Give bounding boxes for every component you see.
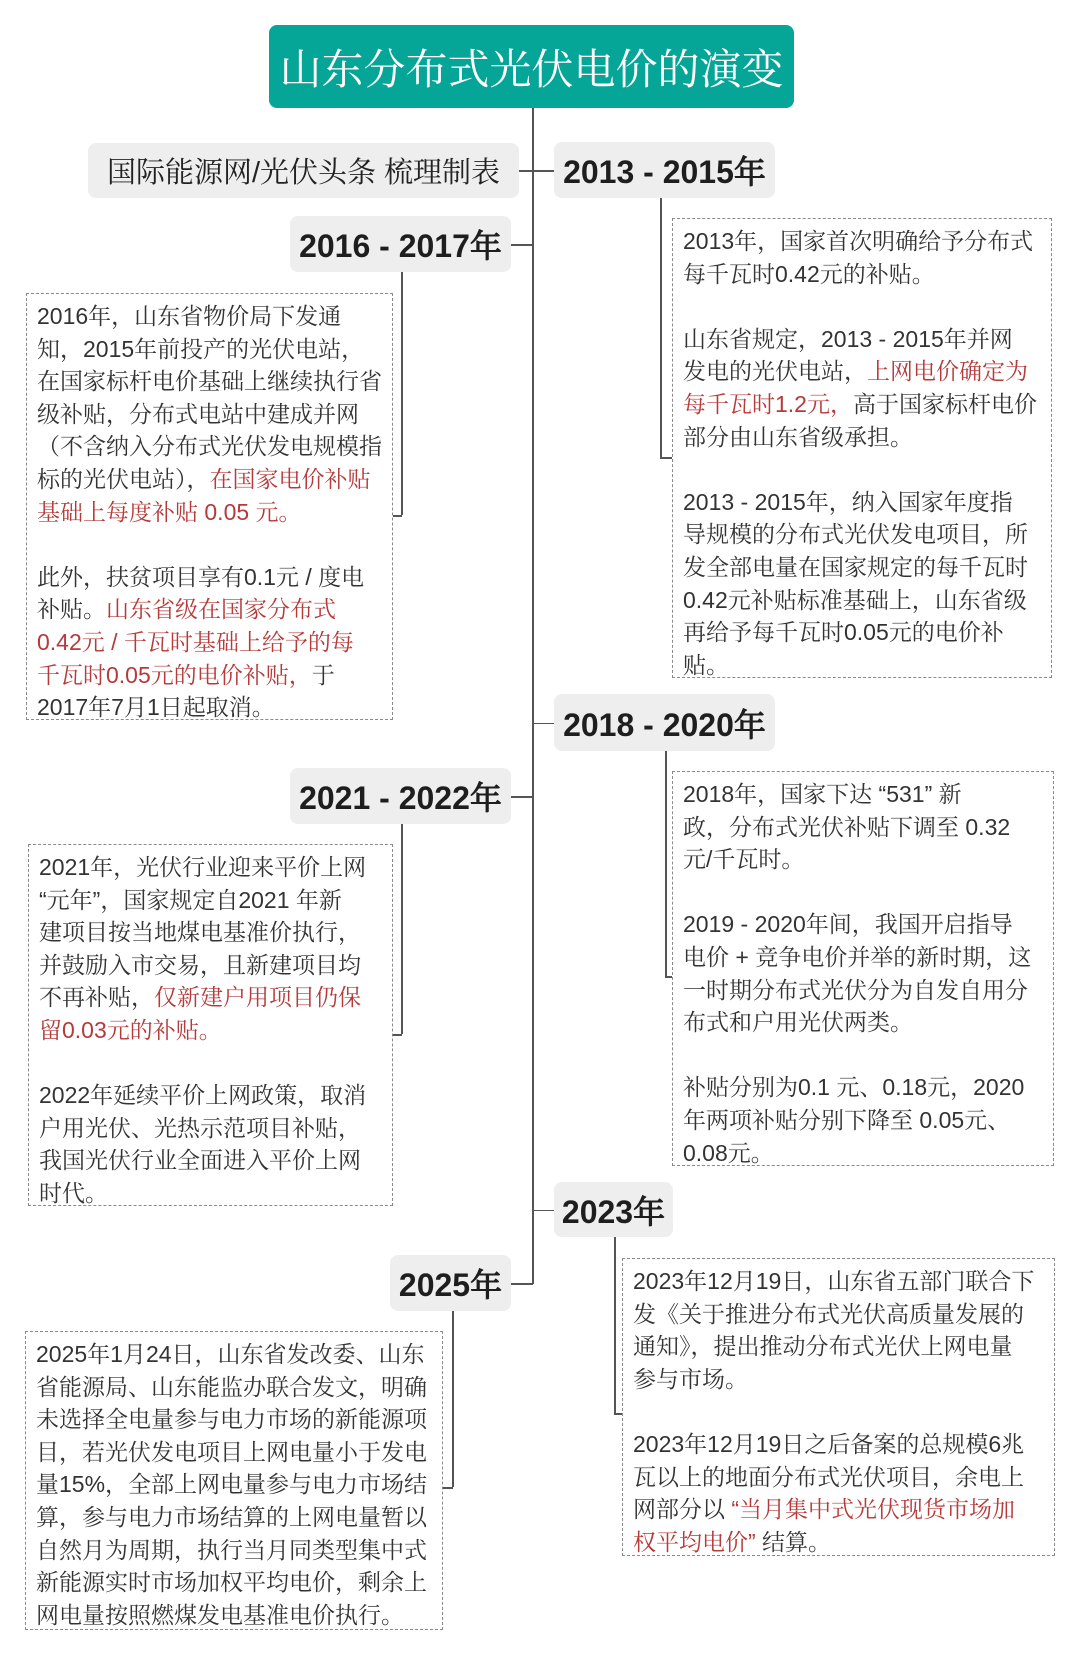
- text-line: [633, 1493, 1044, 1526]
- connector-line: [533, 1210, 554, 1212]
- text-line: [633, 1298, 1044, 1331]
- note-text: 时代。: [39, 1179, 108, 1206]
- bracket-line: [665, 976, 672, 978]
- text-line: [36, 1501, 432, 1534]
- bracket-line: [614, 1413, 622, 1415]
- text-line: [39, 1079, 382, 1112]
- text-line: [36, 1371, 432, 1404]
- note-text: 电价 + 竞争电价并举的新时期，这: [683, 943, 1032, 970]
- note-text: 算，参与电力市场结算的上网电量暂以: [36, 1503, 427, 1530]
- note-text: 元/千瓦时。: [683, 846, 805, 873]
- period-note-box: [28, 844, 393, 1206]
- text-line: [683, 843, 1043, 876]
- highlighted-text: 上网电价确定为: [867, 358, 1028, 385]
- note-text: 年两项补贴分别下降至 0.05元、: [683, 1106, 1011, 1133]
- note-text: 政，分布式光伏补贴下调至 0.32: [683, 813, 1011, 840]
- bracket-line: [614, 1237, 616, 1413]
- text-line: [683, 908, 1043, 941]
- text-line: [39, 1014, 382, 1047]
- highlighted-text: 千瓦时0.05元的电价补贴，: [37, 661, 312, 688]
- text-line: [36, 1436, 432, 1469]
- connector-line: [533, 170, 554, 172]
- text-line: [683, 225, 1041, 258]
- text-line: [39, 916, 382, 949]
- text-line: [633, 1461, 1044, 1494]
- note-text: 导规模的分布式光伏发电项目，所: [683, 521, 1028, 548]
- note-text: 此外，扶贫项目享有0.1元 / 度电: [37, 563, 365, 590]
- note-text: 参与市场。: [633, 1365, 748, 1392]
- text-line: [37, 398, 382, 431]
- note-text: 每千瓦时0.42元的补贴。: [683, 260, 935, 287]
- text-line: [633, 1330, 1044, 1363]
- note-text: （不含纳入分布式光伏发电规模指: [37, 433, 382, 460]
- highlighted-text: “当月集中式光伏现货市场加: [731, 1496, 1016, 1523]
- text-line: [633, 1526, 1044, 1559]
- period-label: 2023年: [554, 1182, 673, 1237]
- text-line: [683, 811, 1043, 844]
- period-label: 2016 - 2017年: [290, 216, 511, 272]
- note-text: 部分由山东省级承担。: [683, 423, 913, 450]
- text-line: [37, 333, 382, 366]
- note-text: 2023年12月19日之后备案的总规模6兆: [633, 1430, 1025, 1457]
- text-line: [683, 518, 1041, 551]
- paragraph-gap: [37, 528, 382, 561]
- note-text: 级补贴，分布式电站中建成并网: [37, 400, 359, 427]
- paragraph-gap: [683, 453, 1041, 486]
- note-text: 2013 - 2015年，纳入国家年度指: [683, 488, 1013, 515]
- bracket-line: [452, 1311, 454, 1487]
- period-note-box: [622, 1258, 1055, 1556]
- note-text: 未选择全电量参与电力市场的新能源项: [36, 1406, 427, 1433]
- text-line: [37, 463, 382, 496]
- paragraph-gap: [683, 290, 1041, 323]
- bracket-line: [401, 272, 403, 515]
- note-text: 一时期分布式光伏分为自发自用分: [683, 976, 1028, 1003]
- period-label: 2021 - 2022年: [290, 768, 511, 824]
- text-line: [633, 1363, 1044, 1396]
- note-text: 量15%，全部上网电量参与电力市场结: [36, 1471, 428, 1498]
- text-line: [683, 355, 1041, 388]
- note-text: 在国家标杆电价基础上继续执行省: [37, 368, 382, 395]
- bracket-line: [401, 824, 403, 1034]
- text-line: [37, 561, 382, 594]
- bracket-line: [393, 515, 402, 517]
- note-text: 补贴分别为0.1 元、0.18元，2020: [683, 1074, 1025, 1101]
- text-line: [683, 1006, 1043, 1039]
- note-text: 2016年，山东省物价局下发通: [37, 303, 342, 329]
- paragraph-gap: [39, 1047, 382, 1080]
- note-text: 结算。: [755, 1528, 832, 1555]
- text-line: [633, 1265, 1044, 1298]
- note-text: 2019 - 2020年间，我国开启指导: [683, 911, 1013, 938]
- note-text: 省能源局、山东能监办联合发文，明确: [36, 1373, 427, 1400]
- text-line: [683, 388, 1041, 421]
- note-text: “元年”，国家规定自2021 年新: [39, 886, 342, 913]
- text-line: [39, 1144, 382, 1177]
- text-line: [39, 949, 382, 982]
- text-line: [36, 1468, 432, 1501]
- text-line: [683, 1104, 1043, 1137]
- note-text: 发《关于推进分布式光伏高质量发展的: [633, 1300, 1024, 1327]
- connector-line: [511, 244, 533, 246]
- text-line: [37, 496, 382, 529]
- note-text: 2023年12月19日，山东省五部门联合下: [633, 1268, 1035, 1294]
- text-line: [39, 884, 382, 917]
- note-text: 山东省规定，2013 - 2015年并网: [683, 325, 1013, 352]
- connector-line: [511, 796, 533, 798]
- text-line: [683, 258, 1041, 291]
- note-text: 发电的光伏电站，: [683, 358, 867, 385]
- text-line: [683, 323, 1041, 356]
- note-text: 建项目按当地煤电基准价执行，: [39, 919, 361, 946]
- note-text: 2017年7月1日起取消。: [37, 694, 275, 721]
- note-text: 高于国家标杆电价: [852, 390, 1037, 417]
- highlighted-text: 仅新建户用项目仍保: [154, 984, 361, 1011]
- note-text: 知，2015年前投产的光伏电站，: [37, 335, 365, 362]
- period-note-box: [25, 1331, 443, 1630]
- text-line: [39, 1112, 382, 1145]
- period-note-box: [26, 293, 393, 720]
- bracket-line: [443, 1487, 453, 1489]
- note-text: 于: [311, 661, 335, 688]
- text-line: [39, 851, 382, 884]
- text-line: [683, 649, 1041, 682]
- bracket-line: [660, 457, 672, 459]
- connector-line: [533, 723, 554, 725]
- highlighted-text: 留0.03元的补贴。: [39, 1016, 222, 1043]
- note-text: 2013年，国家首次明确给予分布式: [683, 228, 1034, 254]
- note-text: 2022年延续平价上网政策，取消: [39, 1082, 367, 1109]
- text-line: [36, 1599, 432, 1632]
- text-line: [37, 691, 382, 724]
- text-line: [37, 659, 382, 692]
- paragraph-gap: [683, 1039, 1043, 1072]
- text-line: [37, 593, 382, 626]
- period-label: 2018 - 2020年: [554, 694, 775, 751]
- note-text: 2025年1月24日，山东省发改委、山东: [36, 1341, 425, 1367]
- text-line: [36, 1338, 432, 1371]
- text-line: [683, 1071, 1043, 1104]
- note-text: 发全部电量在国家规定的每千瓦时: [683, 553, 1028, 580]
- period-label: 2025年: [390, 1255, 511, 1311]
- note-text: 户用光伏、光热示范项目补贴，: [39, 1114, 361, 1141]
- text-line: [37, 626, 382, 659]
- highlighted-text: 基础上每度补贴 0.05 元。: [37, 498, 302, 525]
- text-line: [37, 300, 382, 333]
- page-title: 山东分布式光伏电价的演变: [269, 25, 794, 108]
- text-line: [683, 941, 1043, 974]
- highlighted-text: 0.42元 / 千瓦时基础上给予的每: [37, 628, 354, 655]
- text-line: [37, 365, 382, 398]
- note-text: 网电量按照燃煤发电基准电价执行。: [36, 1601, 404, 1628]
- text-line: [36, 1403, 432, 1436]
- note-text: 2021年，光伏行业迎来平价上网: [39, 854, 367, 880]
- highlighted-text: 山东省级在国家分布式: [106, 596, 336, 623]
- text-line: [683, 616, 1041, 649]
- connector-line: [511, 1283, 533, 1285]
- note-text: 贴。: [683, 651, 729, 678]
- text-line: [683, 1137, 1043, 1170]
- note-text: 通知》，提出推动分布式光伏上网电量: [633, 1333, 1013, 1360]
- highlighted-text: 每千瓦时1.2元，: [683, 390, 853, 417]
- period-label: 2013 - 2015年: [554, 142, 775, 198]
- note-text: 布式和户用光伏两类。: [683, 1009, 913, 1036]
- text-line: [683, 551, 1041, 584]
- text-line: [633, 1428, 1044, 1461]
- note-text: 网部分以: [633, 1496, 732, 1523]
- note-text: 瓦以上的地面分布式光伏项目，余电上: [633, 1463, 1024, 1490]
- timeline-trunk: [532, 108, 534, 1284]
- paragraph-gap: [683, 876, 1043, 909]
- note-text: 再给予每千瓦时0.05元的电价补: [683, 619, 1004, 646]
- text-line: [683, 486, 1041, 519]
- note-text: 0.42元补贴标准基础上，山东省级: [683, 586, 1027, 613]
- note-text: 新能源实时市场加权平均电价，剩余上: [36, 1569, 427, 1596]
- note-text: 不再补贴，: [39, 984, 154, 1011]
- note-text: 自然月为周期，执行当月同类型集中式: [36, 1536, 427, 1563]
- text-line: [683, 778, 1043, 811]
- period-note-box: [672, 218, 1052, 678]
- text-line: [683, 974, 1043, 1007]
- text-line: [39, 1177, 382, 1210]
- note-text: 标的光伏电站），: [37, 465, 210, 492]
- text-line: [36, 1566, 432, 1599]
- text-line: [683, 421, 1041, 454]
- bracket-line: [660, 198, 662, 457]
- bracket-line: [393, 1034, 402, 1036]
- note-text: 目，若光伏发电项目上网电量小于发电: [36, 1438, 427, 1465]
- period-note-box: [672, 771, 1054, 1166]
- text-line: [36, 1534, 432, 1567]
- text-line: [39, 981, 382, 1014]
- note-text: 我国光伏行业全面进入平价上网: [39, 1147, 361, 1174]
- highlighted-text: 权平均电价”: [633, 1528, 756, 1555]
- source-credit: 国际能源网/光伏头条 梳理制表: [88, 143, 519, 198]
- paragraph-gap: [633, 1395, 1044, 1428]
- connector-line: [519, 170, 533, 172]
- text-line: [683, 584, 1041, 617]
- note-text: 2018年，国家下达 “531” 新: [683, 781, 962, 807]
- note-text: 补贴。: [37, 596, 106, 623]
- highlighted-text: 在国家电价补贴: [209, 465, 371, 492]
- bracket-line: [665, 751, 667, 976]
- text-line: [37, 430, 382, 463]
- note-text: 0.08元。: [683, 1139, 774, 1166]
- note-text: 并鼓励入市交易，且新建项目均: [39, 951, 361, 978]
